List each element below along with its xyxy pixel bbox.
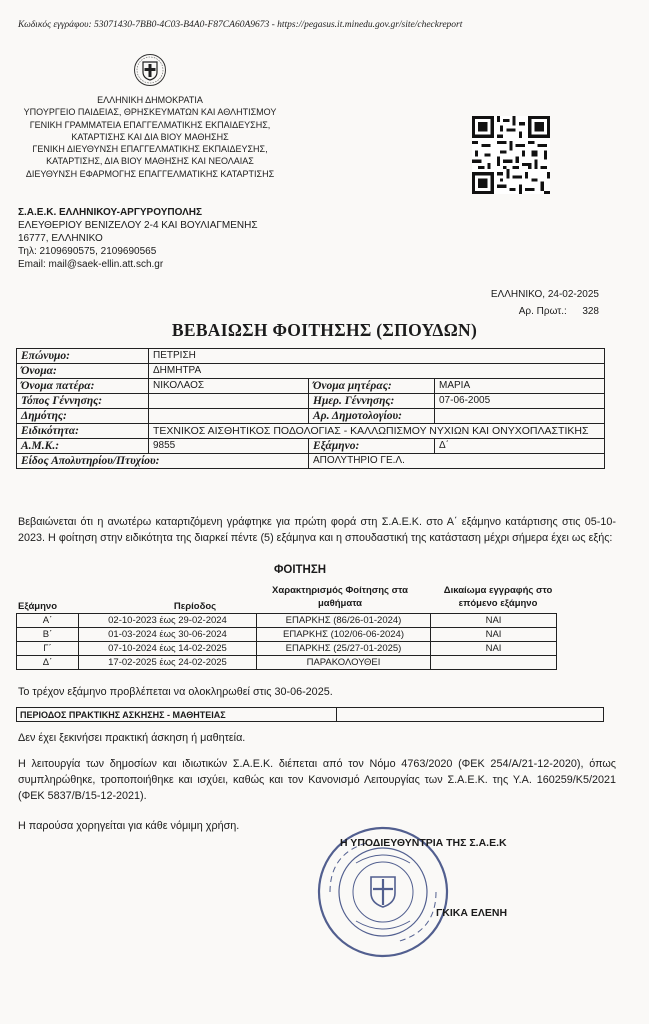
registry-label: Αρ. Δημοτολογίου: — [309, 409, 435, 424]
father-value: ΝΙΚΟΛΑΟΣ — [149, 379, 309, 394]
row-period: 02-10-2023 έως 29-02-2024 — [79, 614, 257, 628]
semester-label: Εξάμηνο: — [309, 439, 435, 454]
table-row — [17, 379, 605, 394]
row-status: ΠΑΡΑΚΟΛΟΥΘΕΙ — [257, 656, 431, 670]
protocol-label: Αρ. Πρωτ.: — [518, 306, 567, 317]
row-semester: Γ΄ — [17, 642, 79, 656]
ministry-line: ΓΕΝΙΚΗ ΓΡΑΜΜΑΤΕΙΑ ΕΠΑΓΓΕΛΜΑΤΙΚΗΣ ΕΚΠΑΙΔΕΥΣΗΣ, — [29, 119, 271, 130]
diploma-value: ΑΠΟΛΥΤΗΡΙΟ ΓΕ.Λ. — [309, 454, 605, 469]
surname-value: ΠΕΤΡΙΣΗ — [149, 349, 605, 364]
table-row — [17, 364, 605, 379]
ministry-line: ΥΠΟΥΡΓΕΙΟ ΠΑΙΔΕΙΑΣ, ΘΡΗΣΚΕΥΜΑΤΩΝ ΚΑΙ ΑΘΛΗΤΙΣΜΟΥ — [23, 107, 277, 118]
row-period: 01-03-2024 έως 30-06-2024 — [79, 628, 257, 642]
school-name: Σ.Α.Ε.Κ. ΕΛΛΗΝΙΚΟΥ-ΑΡΓΥΡΟΥΠΟΛΗΣ — [18, 207, 202, 218]
ministry-line: ΕΛΛΗΝΙΚΗ ΔΗΜΟΚΡΑΤΙΑ — [97, 95, 203, 105]
col-status-header: Χαρακτηρισμός Φοίτησης στα μαθήματα — [272, 585, 408, 609]
amk-value: 9855 — [149, 439, 309, 454]
school-address: ΕΛΕΥΘΕΡΙΟΥ ΒΕΝΙΖΕΛΟΥ 2-4 ΚΑΙ ΒΟΥΛΙΑΓΜΕΝΗΣ — [18, 220, 258, 231]
school-phone: Τηλ: 2109690575, 2109690565 — [18, 246, 157, 257]
mother-value: ΜΑΡΙΑ — [435, 379, 605, 394]
row-right: ΝΑΙ — [431, 628, 557, 642]
table-row — [17, 409, 605, 424]
surname-label: Επώνυμο: — [17, 349, 149, 364]
practice-period-label: ΠΕΡΙΟΔΟΣ ΠΡΑΚΤΙΚΗΣ ΑΣΚΗΣΗΣ - ΜΑΘΗΤΕΙΑΣ — [17, 708, 337, 721]
row-semester: Δ΄ — [17, 656, 79, 670]
ministry-line: ΓΕΝΙΚΗ ΔΙΕΥΘΥΝΣΗ ΕΠΑΓΓΕΛΜΑΤΙΚΗΣ ΕΚΠΑΙΔΕΥΣΗΣ, — [32, 144, 268, 155]
attendance-heading: ΦΟΙΤΗΣΗ — [273, 564, 327, 576]
practice-period-box — [16, 707, 604, 722]
document-title: ΒΕΒΑΙΩΣΗ ΦΟΙΤΗΣΗΣ (ΣΠΟΥΔΩΝ) — [171, 320, 478, 340]
row-status: ΕΠΑΡΚΗΣ (25/27-01-2025) — [257, 642, 431, 656]
table-row — [17, 439, 605, 454]
father-label: Όνομα πατέρα: — [17, 379, 149, 394]
mother-label: Όνομα μητέρας: — [309, 379, 435, 394]
school-info — [18, 206, 258, 271]
greek-emblem-icon — [133, 53, 167, 87]
table-row — [17, 656, 557, 670]
col-period-header: Περίοδος — [173, 601, 217, 612]
municipality-label: Δημότης: — [17, 409, 149, 424]
amk-label: Α.Μ.Κ.: — [17, 439, 149, 454]
specialty-value: ΤΕΧΝΙΚΟΣ ΑΙΣΘΗΤΙΚΟΣ ΠΟΔΟΛΟΓΙΑΣ - ΚΑΛΛΩΠΙΣΜΟΥ ΝΥΧΙΩΝ ΚΑΙ ΟΝΥΧΟΠΛΑΣΤΙΚΗΣ — [149, 424, 605, 439]
row-period: 07-10-2024 έως 14-02-2025 — [79, 642, 257, 656]
signer-name: ΓΚΙΚΑ ΕΛΕΝΗ — [436, 907, 508, 919]
municipality-value — [149, 409, 309, 424]
expected-completion: Το τρέχον εξάμηνο προβλέπεται να ολοκληρωθεί στις 30-06-2025. — [18, 686, 333, 698]
row-status: ΕΠΑΡΚΗΣ (86/26-01-2024) — [257, 614, 431, 628]
attendance-table — [16, 613, 557, 670]
legal-paragraph: Η λειτουργία των δημοσίων και ιδιωτικών Σ.Α.Ε.Κ. διέπεται από τον Νόμο 4763/2020 (ΦΕΚ 254/Α/21-12-2020), όπως συμπληρώθηκε, τροποποιήθηκε και ισχύει, καθώς και τον Κανονισμό Λειτουργίας των Σ.Α.Ε.Κ. της Υ.Α. 160259/Κ5/2021 (ΦΕΚ 5837/Β/15-12-2021). — [18, 758, 616, 802]
table-row — [17, 614, 557, 628]
row-status: ΕΠΑΡΚΗΣ (102/06-06-2024) — [257, 628, 431, 642]
row-semester: Β΄ — [17, 628, 79, 642]
semester-value: Δ΄ — [435, 439, 605, 454]
ministry-header — [0, 94, 300, 180]
purpose-statement: Η παρούσα χορηγείται για κάθε νόμιμη χρήση. — [18, 820, 240, 832]
registry-value — [435, 409, 605, 424]
table-row — [17, 424, 605, 439]
ministry-line: ΚΑΤΑΡΤΙΣΗΣ, ΔΙΑ ΒΙΟΥ ΜΑΘΗΣΗΣ ΚΑΙ ΝΕΟΛΑΙΑΣ — [46, 156, 254, 167]
row-right — [431, 656, 557, 670]
ministry-line: ΔΙΕΥΘΥΝΣΗ ΕΦΑΡΜΟΓΗΣ ΕΠΑΓΓΕΛΜΑΤΙΚΗΣ ΚΑΤΑΡΤΙΣΗΣ — [25, 168, 275, 179]
protocol-value: 328 — [582, 306, 599, 317]
table-row — [17, 394, 605, 409]
row-right: ΝΑΙ — [431, 614, 557, 628]
table-row — [17, 628, 557, 642]
row-semester: Α΄ — [17, 614, 79, 628]
signer-title: Η ΥΠΟΔΙΕΥΘΥΝΤΡΙΑ ΤΗΣ Σ.Α.Ε.Κ — [340, 837, 507, 849]
name-label: Όνομα: — [17, 364, 149, 379]
diploma-label: Είδος Απολυτηρίου/Πτυχίου: — [17, 454, 309, 469]
table-row — [17, 454, 605, 469]
school-email: Email: mail@saek-ellin.att.sch.gr — [18, 259, 164, 270]
practice-note: Δεν έχει ξεκινήσει πρακτική άσκηση ή μαθητεία. — [18, 732, 246, 744]
table-row — [17, 349, 605, 364]
place-date: ΕΛΛΗΝΙΚΟ, 24-02-2025 — [490, 289, 599, 300]
table-row — [17, 642, 557, 656]
specialty-label: Ειδικότητα: — [17, 424, 149, 439]
ministry-line: ΚΑΤΑΡΤΙΣΗΣ ΚΑΙ ΔΙΑ ΒΙΟΥ ΜΑΘΗΣΗΣ — [71, 131, 229, 142]
document-code-line: Κωδικός εγγράφου: 53071430-7BB0-4C03-B4A0-F87CA60A9673 - https://pegasus.it.minedu.gov.gr/site/checkreport — [18, 20, 463, 30]
row-right: ΝΑΙ — [431, 642, 557, 656]
birthplace-label: Τόπος Γέννησης: — [17, 394, 149, 409]
birthplace-value — [149, 394, 309, 409]
student-info-table — [16, 348, 605, 469]
school-postal: 16777, ΕΛΛΗΝΙΚΟ — [18, 233, 103, 244]
row-period: 17-02-2025 έως 24-02-2025 — [79, 656, 257, 670]
name-value: ΔΗΜΗΤΡΑ — [149, 364, 605, 379]
intro-paragraph: Βεβαιώνεται ότι η ανωτέρω καταρτιζόμενη γράφτηκε για πρώτη φορά στη Σ.Α.Ε.Κ. στο Α΄ εξάμηνο κατάρτισης στις 05-10-2023. Η φοίτηση στην ειδικότητα της διαρκεί πέντε (5) εξάμηνα και η σπουδαστική της κατάσταση μέχρι σήμερα έχει ως εξής: — [18, 516, 616, 544]
birthdate-label: Ημερ. Γέννησης: — [309, 394, 435, 409]
col-right-header: Δικαίωμα εγγραφής στο επόμενο εξάμηνο — [443, 585, 553, 609]
qr-code-icon — [472, 116, 550, 194]
col-semester-header: Εξάμηνο — [18, 601, 57, 612]
protocol-number — [519, 306, 599, 317]
birthdate-value: 07-06-2005 — [435, 394, 605, 409]
